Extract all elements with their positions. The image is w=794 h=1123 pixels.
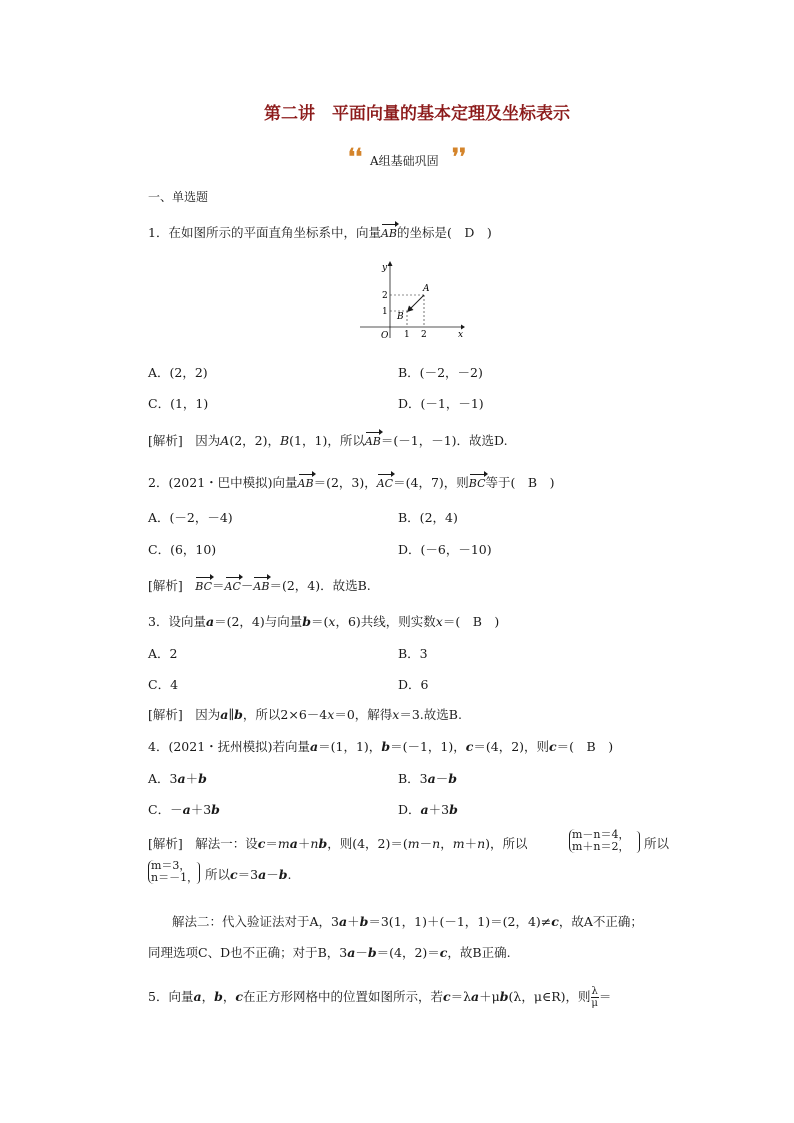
q1-option-a: A．(2，2) [148, 365, 208, 380]
tick-x-1: 1 [404, 330, 410, 340]
point-a-label: A [423, 284, 430, 294]
question-5-stem: 5．向量a，b，c在正方形网格中的位置如图所示，若c＝λa＋μb(λ，μ∈R)，则 $\frac{\lambda}{\mu}$ ＝ [148, 986, 612, 1009]
vector-ab: AB [380, 227, 397, 240]
q1-option-d: D．(－1，－1) [398, 396, 484, 411]
section-heading: 一、单选题 [148, 190, 209, 204]
vector-arrow-line [410, 295, 424, 309]
system-of-equations-1: m－n＝4， m＋n＝2， [569, 829, 630, 853]
q3-option-a: A．2 [148, 646, 178, 661]
q2-option-d: D．(－6，－10) [398, 542, 492, 557]
q3-option-d: D．6 [398, 677, 429, 692]
q4-analysis-line4: 同理选项C、D也不正确；对于B，3a－b＝(4，2)＝c，故B正确. [148, 945, 511, 960]
question-2-stem: 2．(2021・巴中模拟)向量AB＝(2，3)，AC＝(4，7)，则BC等于( B ) [148, 475, 555, 490]
q4-analysis-line1-end: 所以 [644, 836, 670, 851]
question-4-stem: 4．(2021・抚州模拟)若向量a＝(1，1)，b＝(－1，1)，c＝(4，2)，则c＝( B ) [148, 739, 614, 754]
q3-option-c: C．4 [148, 677, 179, 692]
y-axis-arrow [388, 261, 393, 266]
q4-option-d: D．a＋3b [398, 802, 458, 817]
question-3-stem: 3．设向量a＝(2，4)与向量b＝(x，6)共线，则实数x＝( B ) [148, 614, 500, 629]
system-2-close [196, 862, 200, 884]
q4-option-c: C．－a＋3b [148, 802, 220, 817]
page-title: 第二讲 平面向量的基本定理及坐标表示 [264, 104, 570, 124]
close-quote-icon: ❜❜ [452, 144, 467, 170]
q4-analysis-line2: 所以c＝3a－b. [205, 867, 292, 882]
system-1-close [636, 831, 640, 853]
open-quote-icon: ❛❛ [348, 144, 363, 170]
q2-analysis: [解析] BC＝AC－AB＝(2，4)．故选B. [148, 578, 371, 593]
q2-option-c: C．(6，10) [148, 542, 217, 557]
origin-label: O [381, 331, 389, 340]
x-axis-arrow [461, 325, 465, 330]
q1-option-c: C．(1，1) [148, 396, 209, 411]
y-label: y [382, 263, 388, 273]
coordinate-figure [355, 258, 465, 340]
q3-option-b: B．3 [398, 646, 428, 661]
q4-option-a: A．3a＋b [148, 771, 207, 786]
q4-analysis-line1: [解析] 解法一：设c＝ma＋nb，则(4，2)＝(m－n，m＋n)，所以 [148, 836, 528, 851]
lambda-over-mu-fraction: $\frac{\lambda}{\mu}$ [591, 986, 598, 1009]
q1-option-b: B．(－2，－2) [398, 365, 483, 380]
question-1-stem: 1．在如图所示的平面直角坐标系中，向量AB的坐标是( D ) [148, 225, 492, 240]
x-label: x [458, 330, 464, 340]
q4-option-b: B．3a－b [398, 771, 458, 786]
q3-analysis: [解析] 因为a∥b，所以2×6－4x＝0，解得x＝3.故选B. [148, 707, 462, 722]
group-heading [348, 144, 474, 172]
point-b-label: B [397, 312, 404, 322]
q4-analysis-line3: 解法二：代入验证法对于A，3a＋b＝3(1，1)＋(－1，1)＝(2，4)≠c，故A不正确； [172, 914, 643, 929]
system-of-equations-2: m＝3， n＝－1， [148, 860, 198, 884]
q1-analysis: [解析] 因为A(2，2)，B(1，1)，所以AB＝(－1，－1)．故选D. [148, 433, 508, 448]
q2-option-a: A．(－2，－4) [148, 510, 233, 525]
q2-option-b: B．(2，4) [398, 510, 458, 525]
group-label: A组基础巩固 [370, 154, 439, 168]
tick-y-2: 2 [382, 291, 388, 301]
tick-x-2: 2 [421, 330, 427, 340]
tick-y-1: 1 [382, 307, 388, 317]
